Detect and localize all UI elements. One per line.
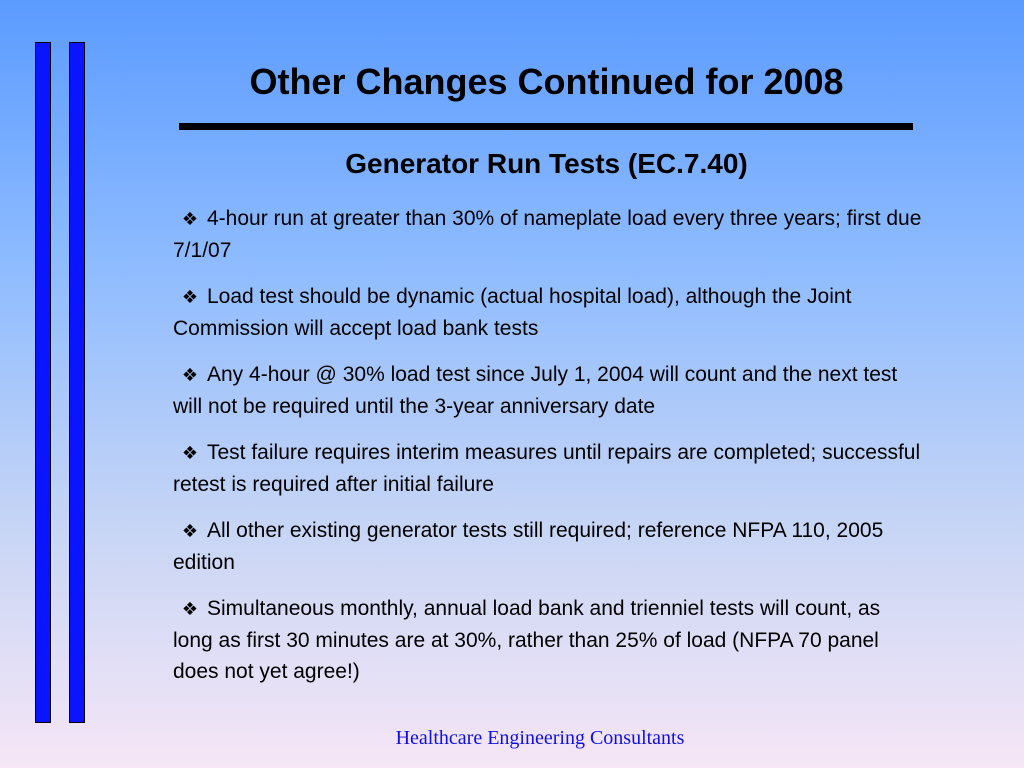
decorative-bar-right: [69, 42, 85, 723]
diamond-bullet-icon: ❖: [181, 443, 199, 464]
diamond-bullet-icon: ❖: [181, 521, 199, 542]
diamond-bullet-icon: ❖: [181, 365, 199, 386]
bullet-text: Test failure requires interim measures until repairs are completed; successful retest is required after initial failure: [173, 441, 921, 496]
bullet-text: All other existing generator tests still required; reference NFPA 110, 2005 edition: [173, 519, 884, 574]
bullet-item-5: [173, 515, 923, 578]
footer-organization: Healthcare Engineering Consultants: [395, 727, 685, 749]
bullet-item-3: [173, 359, 923, 422]
decorative-bar-left: [35, 42, 51, 723]
diamond-bullet-icon: ❖: [181, 599, 199, 620]
bullet-item-2: [173, 281, 923, 344]
bullet-item-6: [173, 593, 923, 687]
diamond-bullet-icon: ❖: [181, 209, 199, 230]
title-underline-divider: [179, 123, 913, 130]
bullet-text: 4-hour run at greater than 30% of nameplate load every three years; first due 7/1/07: [173, 207, 922, 262]
bullet-text: Load test should be dynamic (actual hospital load), although the Joint Commission will accept load bank tests: [173, 285, 852, 340]
bullet-item-4: [173, 437, 923, 500]
bullet-item-1: [173, 203, 923, 266]
bullet-list: [173, 203, 923, 702]
diamond-bullet-icon: ❖: [181, 287, 199, 308]
bullet-text: Simultaneous monthly, annual load bank and trienniel tests will count, as long as first 30 minutes are at 30%, rather than 25% of load (NFPA 70 panel does not yet agree!): [173, 597, 881, 683]
bullet-text: Any 4-hour @ 30% load test since July 1, 2004 will count and the next test will not be required until the 3-year anniversary date: [173, 363, 898, 418]
slide-subtitle: Generator Run Tests (EC.7.40): [345, 148, 748, 179]
slide-title: Other Changes Continued for 2008: [249, 61, 844, 102]
